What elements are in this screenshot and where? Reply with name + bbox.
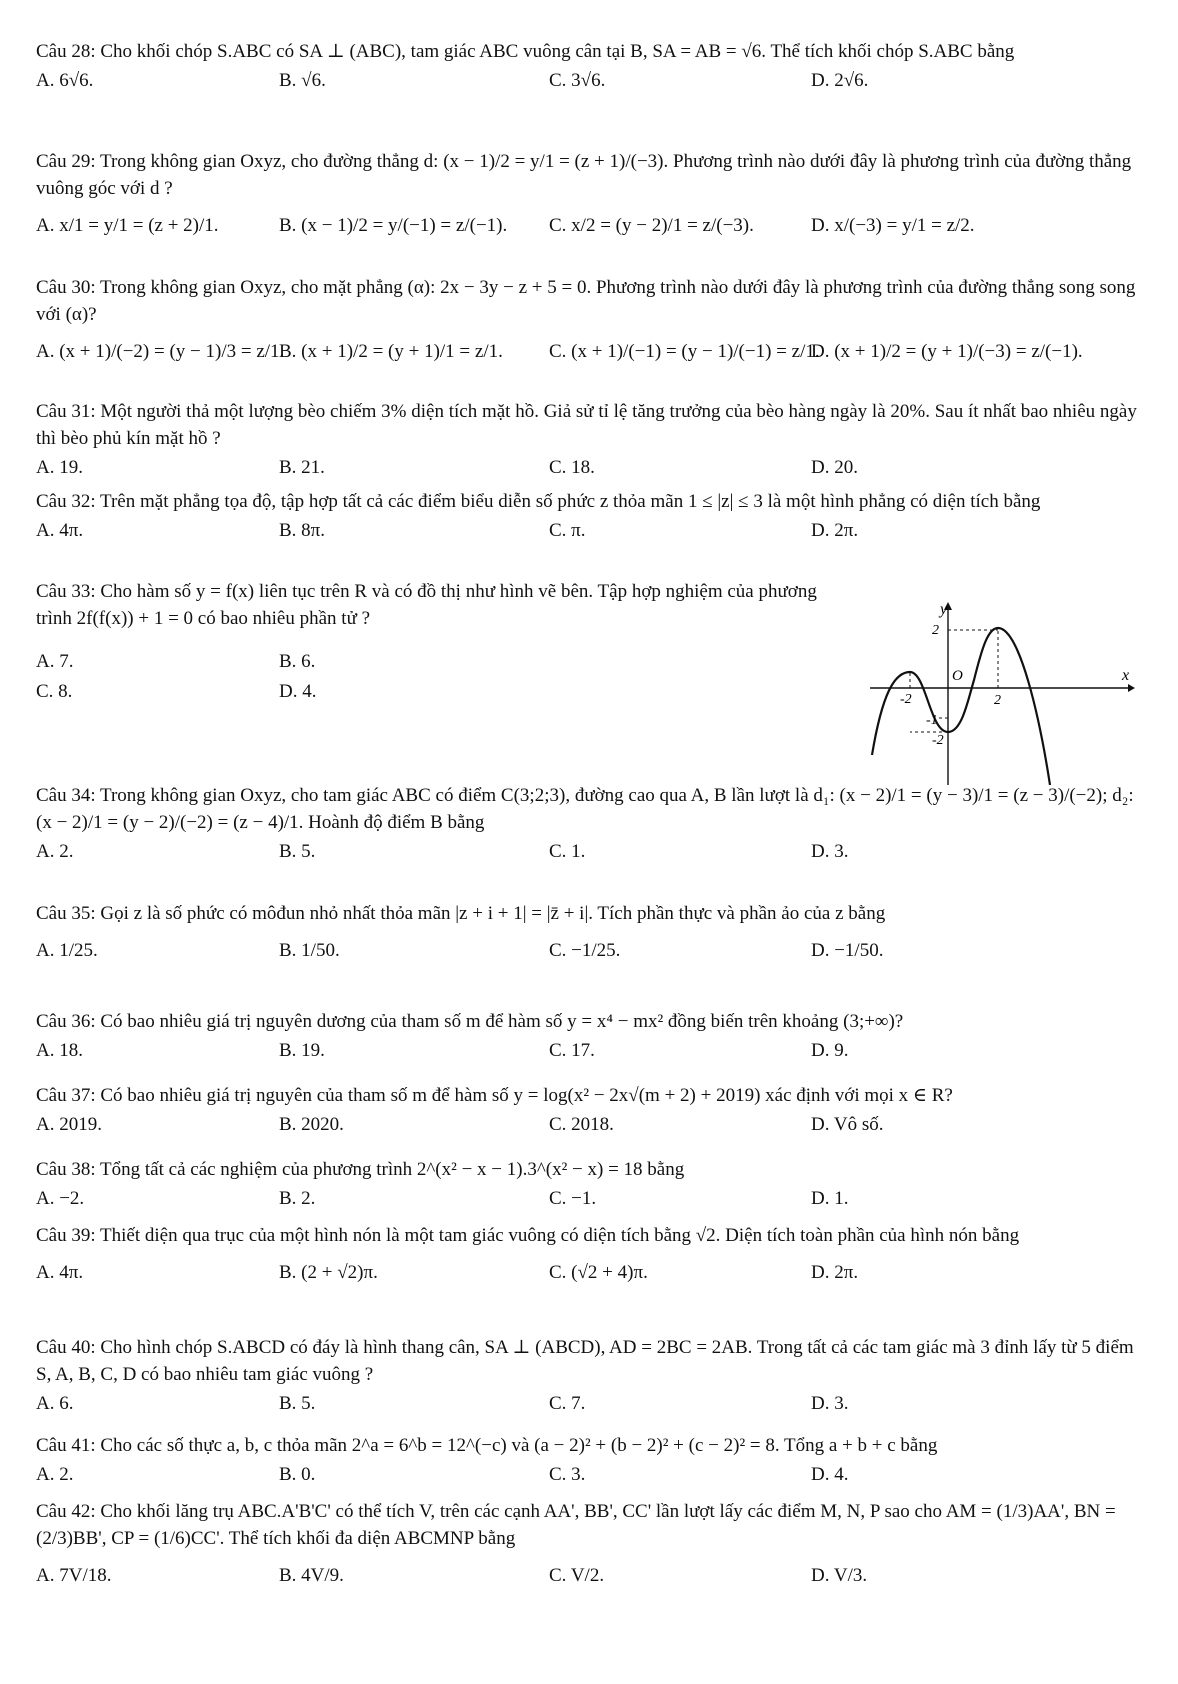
y-tick-minus-2: -2 bbox=[932, 733, 944, 748]
question-stem: Câu 30: Trong không gian Oxyz, cho mặt phẳng (α): 2x − 3y − z + 5 = 0. Phương trình nào dưới đây là phương trình của đường thẳng song song với (α)? bbox=[36, 277, 1136, 325]
option-c: C. V/2. bbox=[549, 1565, 605, 1586]
x-tick-minus-2: -2 bbox=[900, 692, 912, 707]
option-a: A. 2. bbox=[36, 841, 74, 862]
option-c: C. 7. bbox=[549, 1393, 586, 1414]
question-31 bbox=[36, 398, 1146, 482]
option-d: D. 20. bbox=[811, 457, 858, 478]
option-a: A. 2. bbox=[36, 1464, 74, 1485]
option-b: B. 21. bbox=[279, 457, 325, 478]
question-stem: Câu 35: Gọi z là số phức có môđun nhỏ nhất thỏa mãn |z + i + 1| = |z̄ + i|. Tích phần thực và phần ảo của z bằng bbox=[36, 903, 886, 924]
question-stem: Câu 34: Trong không gian Oxyz, cho tam giác ABC có điểm C(3;2;3), đường cao qua A, B lần lượt là d₁: (x − 2)/1 = (y − 3)/1 = (z − 3)/(−2); d₂: (x − 2)/1 = (y − 2)/(−2) = (z − 4)/1. Hoành độ điểm B bằng bbox=[36, 785, 1134, 833]
option-a: A. −2. bbox=[36, 1188, 85, 1209]
function-graph bbox=[870, 600, 1135, 785]
option-d: D. Vô số. bbox=[811, 1114, 884, 1135]
option-b: B. 5. bbox=[279, 841, 316, 862]
option-a: A. 1/25. bbox=[36, 940, 98, 961]
option-d: D. 3. bbox=[811, 1393, 849, 1414]
option-d: D. 4. bbox=[811, 1464, 849, 1485]
option-b: B. (2 + √2)π. bbox=[279, 1262, 378, 1283]
x-tick-2: 2 bbox=[994, 693, 1001, 708]
option-c: C. −1. bbox=[549, 1188, 597, 1209]
y-tick-2: 2 bbox=[932, 623, 939, 638]
option-b: B. 19. bbox=[279, 1040, 325, 1061]
option-a: A. (x + 1)/(−2) = (y − 1)/3 = z/1. bbox=[36, 341, 285, 362]
options bbox=[36, 838, 1146, 866]
option-d: D. V/3. bbox=[811, 1565, 868, 1586]
option-a: A. 6. bbox=[36, 1393, 74, 1414]
question-33 bbox=[36, 578, 836, 706]
options bbox=[36, 330, 1146, 374]
question-32 bbox=[36, 488, 1146, 545]
options bbox=[36, 1554, 1146, 1598]
option-a: A. 4π. bbox=[36, 520, 84, 541]
question-stem: Câu 29: Trong không gian Oxyz, cho đường thẳng d: (x − 1)/2 = y/1 = (z + 1)/(−3). Phương trình nào dưới đây là phương trình của đường thẳng vuông góc với d ? bbox=[36, 151, 1132, 199]
question-stem: Câu 40: Cho hình chóp S.ABCD có đáy là hình thang cân, SA ⊥ (ABCD), AD = 2BC = 2AB. Trong tất cả các tam giác mà 3 đỉnh lấy từ 5 điểm S, A, B, C, D có bao nhiêu tam giác vuông ? bbox=[36, 1337, 1134, 1385]
option-c: C. 1. bbox=[549, 841, 586, 862]
option-d: D. x/(−3) = y/1 = z/2. bbox=[811, 215, 975, 236]
option-a: A. 4π. bbox=[36, 1262, 84, 1283]
option-c: C. 2018. bbox=[549, 1114, 614, 1135]
option-b: B. 4V/9. bbox=[279, 1565, 344, 1586]
option-b: B. 2020. bbox=[279, 1114, 344, 1135]
option-d: D. 2π. bbox=[811, 520, 859, 541]
y-tick-minus-1: -1 bbox=[926, 713, 938, 728]
option-a: A. 19. bbox=[36, 457, 83, 478]
option-d: D. 4. bbox=[279, 681, 317, 702]
question-28 bbox=[36, 38, 1146, 95]
options bbox=[36, 517, 1146, 545]
question-stem: Câu 28: Cho khối chóp S.ABC có SA ⊥ (ABC), tam giác ABC vuông cân tại B, SA = AB = √6. Thể tích khối chóp S.ABC bằng bbox=[36, 41, 1015, 62]
question-stem: Câu 31: Một người thả một lượng bèo chiếm 3% diện tích mặt hồ. Giả sử tỉ lệ tăng trưởng của bèo hàng ngày là 20%. Sau ít nhất bao nhiêu ngày thì bèo phủ kín mặt hồ ? bbox=[36, 401, 1137, 449]
option-d: D. 9. bbox=[811, 1040, 849, 1061]
option-a: A. 18. bbox=[36, 1040, 83, 1061]
question-stem: Câu 32: Trên mặt phẳng tọa độ, tập hợp tất cả các điểm biểu diễn số phức z thỏa mãn 1 ≤ |z| ≤ 3 là một hình phẳng có diện tích bằng bbox=[36, 491, 1041, 512]
options bbox=[36, 204, 1146, 248]
question-39 bbox=[36, 1222, 1146, 1295]
question-30 bbox=[36, 274, 1146, 374]
option-d: D. 2π. bbox=[811, 1262, 859, 1283]
options bbox=[36, 648, 836, 676]
question-stem: Câu 37: Có bao nhiêu giá trị nguyên của tham số m để hàm số y = log(x² − 2x√(m + 2) + 2019) xác định với mọi x ∈ R? bbox=[36, 1085, 953, 1106]
option-b: B. 2. bbox=[279, 1188, 316, 1209]
option-c: C. x/2 = (y − 2)/1 = z/(−3). bbox=[549, 215, 754, 236]
question-40 bbox=[36, 1334, 1146, 1418]
function-curve bbox=[872, 628, 1050, 785]
option-c: C. 3. bbox=[549, 1464, 586, 1485]
option-c: C. (x + 1)/(−1) = (y − 1)/(−1) = z/1. bbox=[549, 341, 820, 362]
option-b: B. 1/50. bbox=[279, 940, 340, 961]
option-a: A. 6√6. bbox=[36, 70, 94, 91]
options bbox=[36, 454, 1146, 482]
options bbox=[36, 1390, 1146, 1418]
option-d: D. −1/50. bbox=[811, 940, 884, 961]
options bbox=[36, 1037, 1146, 1065]
option-c: C. 3√6. bbox=[549, 70, 606, 91]
question-stem: Câu 36: Có bao nhiêu giá trị nguyên dương của tham số m để hàm số y = x⁴ − mx² đồng biến trên khoảng (3;+∞)? bbox=[36, 1011, 904, 1032]
y-axis-label: y bbox=[940, 601, 948, 618]
option-c: C. 17. bbox=[549, 1040, 595, 1061]
options bbox=[36, 1251, 1146, 1295]
option-b: B. (x − 1)/2 = y/(−1) = z/(−1). bbox=[279, 215, 508, 236]
option-c: C. 18. bbox=[549, 457, 595, 478]
option-b: B. 0. bbox=[279, 1464, 316, 1485]
option-a: A. 2019. bbox=[36, 1114, 102, 1135]
origin-label: O bbox=[952, 668, 963, 684]
option-d: D. (x + 1)/2 = (y + 1)/(−3) = z/(−1). bbox=[811, 341, 1083, 362]
option-b: B. 8π. bbox=[279, 520, 326, 541]
question-stem: Câu 41: Cho các số thực a, b, c thỏa mãn 2^a = 6^b = 12^(−c) và (a − 2)² + (b − 2)² + (c − 2)² = 8. Tổng a + b + c bằng bbox=[36, 1435, 938, 1456]
question-38 bbox=[36, 1156, 1146, 1213]
option-c: C. π. bbox=[549, 520, 586, 541]
option-b: B. √6. bbox=[279, 70, 326, 91]
question-36 bbox=[36, 1008, 1146, 1065]
question-41 bbox=[36, 1432, 1146, 1489]
option-b: B. 5. bbox=[279, 1393, 316, 1414]
options bbox=[36, 929, 1146, 973]
question-stem: Câu 42: Cho khối lăng trụ ABC.A'B'C' có thể tích V, trên các cạnh AA', BB', CC' lần lượt lấy các điểm M, N, P sao cho AM = (1/3)AA', BN = (2/3)BB', CP = (1/6)CC'. Thể tích khối đa diện ABCMNP bằng bbox=[36, 1501, 1116, 1549]
question-37 bbox=[36, 1082, 1146, 1139]
options bbox=[36, 1461, 1146, 1489]
options bbox=[36, 67, 1146, 95]
options bbox=[36, 1185, 1146, 1213]
option-a: A. 7. bbox=[36, 651, 74, 672]
options bbox=[36, 1111, 1146, 1139]
option-c: C. −1/25. bbox=[549, 940, 621, 961]
question-stem: Câu 39: Thiết diện qua trục của một hình nón là một tam giác vuông có diện tích bằng √2. Diện tích toàn phần của hình nón bằng bbox=[36, 1225, 1020, 1246]
option-b: B. 6. bbox=[279, 651, 316, 672]
question-stem: Câu 33: Cho hàm số y = f(x) liên tục trên R và có đồ thị như hình vẽ bên. Tập hợp nghiệm của phương trình 2f(f(x)) + 1 = 0 có bao nhiêu phần tử ? bbox=[36, 581, 817, 629]
x-axis-arrow-icon bbox=[1128, 684, 1135, 692]
question-29 bbox=[36, 148, 1146, 248]
question-stem: Câu 38: Tổng tất cả các nghiệm của phương trình 2^(x² − x − 1).3^(x² − x) = 18 bằng bbox=[36, 1159, 685, 1180]
option-c: C. 8. bbox=[36, 681, 73, 702]
question-42 bbox=[36, 1498, 1146, 1598]
question-35 bbox=[36, 900, 1146, 973]
option-b: B. (x + 1)/2 = (y + 1)/1 = z/1. bbox=[279, 341, 503, 362]
option-a: A. x/1 = y/1 = (z + 2)/1. bbox=[36, 215, 219, 236]
option-d: D. 2√6. bbox=[811, 70, 869, 91]
x-axis-label: x bbox=[1122, 667, 1130, 684]
option-d: D. 1. bbox=[811, 1188, 849, 1209]
option-a: A. 7V/18. bbox=[36, 1565, 112, 1586]
question-34 bbox=[36, 782, 1146, 866]
option-d: D. 3. bbox=[811, 841, 849, 862]
options bbox=[36, 678, 836, 706]
option-c: C. (√2 + 4)π. bbox=[549, 1262, 648, 1283]
